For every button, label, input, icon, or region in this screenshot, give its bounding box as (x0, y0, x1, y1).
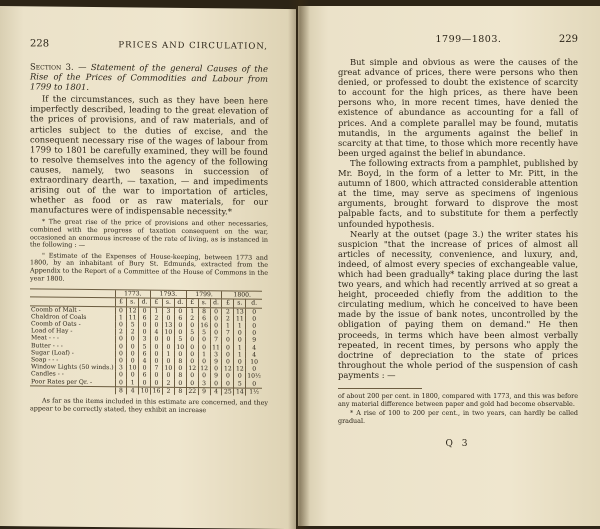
table-cell: 8 (174, 372, 186, 379)
table-cell: 5 (234, 380, 246, 388)
total-cell: 14 (234, 388, 246, 396)
table-cell: 0 (162, 358, 174, 365)
left-running-header (30, 38, 268, 51)
table-cell: 3 (115, 364, 127, 371)
table-cell: 0 (234, 337, 246, 344)
right-page-number: 229 (558, 34, 578, 45)
left-page-number: 228 (30, 38, 50, 50)
table-cell: 0 (222, 351, 234, 358)
table-cell: 0 (127, 336, 139, 343)
footnote-rule (338, 388, 422, 389)
table-cell: 1 (234, 351, 246, 358)
left-running-head: PRICES AND CIRCULATION, (118, 40, 268, 52)
table-cell: 9 (210, 358, 222, 365)
table-cell: 0 (139, 321, 151, 328)
table-cell: 10 (127, 365, 139, 372)
table-cell: 16 (198, 322, 210, 329)
row-item-label: Sugar (Loaf) - (31, 349, 74, 357)
table-cell: 2 (151, 314, 163, 321)
table-cell: 0 (246, 380, 262, 388)
table-cell: 0 (174, 365, 186, 372)
table-cell: 2 (127, 328, 139, 335)
table-cell: 0 (174, 307, 186, 315)
table-cell: 0 (115, 372, 127, 379)
table-cell: 12 (186, 365, 198, 372)
table-cell: 0 (151, 358, 163, 365)
table-cell: 7 (222, 329, 234, 336)
table-cell: 0 (234, 358, 246, 365)
row-item-label: Chaldron of Coals (31, 313, 87, 321)
table-cell: 0 (210, 322, 222, 329)
table-cell: 5 (198, 329, 210, 336)
table-cell: 0 (174, 379, 186, 387)
table-cell: 0 (115, 350, 127, 357)
row-item-label: Window Lights (50 winds.) (31, 363, 114, 372)
table-cell: 0 (174, 329, 186, 336)
unit-header: £ (115, 298, 127, 306)
unit-header: s. (234, 299, 246, 307)
table-cell: 0 (246, 308, 262, 316)
table-cell: 2 (222, 307, 234, 315)
table-cell: 0 (127, 357, 139, 364)
table-cell: 1 (234, 322, 246, 329)
row-item-label: Meat - - - (31, 334, 59, 342)
table-body (30, 305, 262, 395)
table-cell: 5 (174, 336, 186, 343)
row-item-label: Soap - - - (31, 356, 59, 364)
table-cell: 5 (139, 343, 151, 350)
table-cell: 2 (115, 328, 127, 335)
row-item-label: Butter - - - (31, 341, 63, 350)
left-paragraph-1: If the circumstances, such as they have been here imperfectly described, leading to the great elevation of the prices of provisions, and of raw materials, and of articles subject to the duties of excise, and the consequent necessary rise of the wages of labour from 1799 to 1801 be carefully examined, they will be found to resolve themselves into the agency of the following causes, namely, two seasons in succession of extraordinary dearth, — taxation, — and impediments arising out of the war to importation of articles, whether as food or as raw materials, for our manufactures were of indispensable necessity.* (30, 93, 268, 217)
table-cell: 0 (151, 350, 163, 357)
table-cell: 0 (222, 344, 234, 351)
table-cell: 1 (198, 351, 210, 358)
table-cell: 0 (222, 358, 234, 365)
right-page (298, 6, 600, 526)
table-cell: 0 (198, 336, 210, 343)
table-cell: 4 (139, 357, 151, 364)
left-footnote: * The great rise of the price of provisions and other necessaries, combined with the progress of taxation consequent on the war, occasioned an enormous increase of the rate of living, as is instanced in the following : — (30, 217, 268, 250)
table-cell: 0 (186, 336, 198, 343)
table-cell: 10 (174, 343, 186, 350)
right-paragraph-2: The following extracts from a pamphlet, published by Mr. Boyd, in the form of a letter to Mr. Pitt, in the autumn of 1800, which attracted considerable attention at the time, may serve as specimens of ingenious arguments, brought forward to disprove the most palpable facts, and to substitute for them a perfectly unfounded hypothesis. (338, 157, 578, 229)
table-cell: 0 (127, 343, 139, 350)
total-label-cell (30, 386, 115, 395)
table-cell: 1 (234, 344, 246, 351)
right-running-header (338, 34, 578, 45)
table-cell: 0 (151, 372, 163, 379)
total-cell: 8 (174, 387, 186, 395)
right-paragraph-3: Nearly at the outset (page 3.) the writer states his suspicion "that the increase of prices of almost all articles of necessity, convenience, and luxury, and, indeed, of almost every species of exchangeable value, which had been gradually* taking place during the last two years, and which had recently arrived at so great a height, proceeded chiefly from the addition to the circulating medium, which he conceived to have been made by the issue of bank notes, uncontrolled by the obligation of paying them on demand." He then proceeds, in terms which have been almost verbally repeated, in recent times, by persons who apply the doctrine of depreciation to the state of prices throughout the whole period of the suspension of cash payments : — (338, 228, 578, 380)
table-cell: 9 (246, 337, 262, 344)
table-cell: 3 (210, 351, 222, 358)
table-cell: 4 (151, 329, 163, 336)
total-cell: 10 (139, 387, 151, 395)
table-cell: 0 (210, 307, 222, 315)
table-cell: 0 (174, 322, 186, 329)
table-cell: 0 (222, 373, 234, 380)
table-cell: 0 (115, 336, 127, 343)
total-cell: 8 (115, 387, 127, 395)
table-cell: 1 (222, 322, 234, 329)
year-header: 1793. (151, 290, 187, 299)
table-cell: 11 (234, 315, 246, 322)
table-cell: 0 (151, 343, 163, 350)
table-cell: 0 (186, 358, 198, 365)
row-item-label: Candles - - (31, 370, 64, 379)
total-cell: 16 (151, 387, 163, 395)
right-footnote-continued: of about 200 per cent. in 1800, compared with 1773, and this was before any material difference between paper and gold had become observable. (338, 392, 578, 408)
table-cell: 10½ (247, 372, 261, 381)
table-cell: 5 (127, 321, 139, 328)
unit-header: s. (162, 299, 174, 307)
table-cell: 0 (222, 380, 234, 388)
table-cell: 2 (222, 315, 234, 322)
table-cell: 4 (246, 351, 262, 358)
year-header: 1800. (222, 291, 262, 300)
table-cell: 8 (198, 307, 210, 315)
table-cell: 6 (139, 372, 151, 379)
total-cell: 4 (210, 387, 222, 395)
total-cell: 4 (127, 387, 139, 395)
right-page-content (338, 34, 578, 449)
table-cell: 0 (210, 329, 222, 336)
unit-header: £ (222, 299, 234, 307)
table-cell: 0 (186, 380, 198, 388)
unit-header: d. (174, 299, 186, 307)
table-cell: 0 (210, 315, 222, 322)
table-cell: 3 (139, 336, 151, 343)
table-cell: 1 (162, 350, 174, 357)
right-footnote-star: * A rise of 100 to 200 per cent., in two years, can hardly be called gradual. (338, 409, 578, 425)
table-cell: 0 (186, 372, 198, 379)
table-cell: 13 (234, 308, 246, 316)
table-cell: 0 (139, 307, 151, 315)
left-page-content (30, 38, 268, 415)
table-cell: 7 (210, 337, 222, 344)
table-cell: 0 (246, 330, 262, 337)
estimate-caption: " Estimate of the Expenses of House-keeping, between 1773 and 1800, by an inhabitant of Bury St. Edmunds, extracted from the Appendix to the Report of a Committee of the House of Commons in the year 1800. (30, 251, 268, 283)
table-cell: 0 (151, 336, 163, 343)
table-cell: 13 (162, 322, 174, 329)
printer-signature: Q 3 (445, 439, 471, 450)
table-cell: 0 (162, 343, 174, 350)
table-cell: 12 (198, 365, 210, 372)
table-cell: 0 (115, 357, 127, 364)
table-cell: 0 (127, 372, 139, 379)
table-cell: 11 (210, 344, 222, 351)
table-cell: 0 (151, 379, 163, 387)
total-cell: 1½ (246, 388, 262, 396)
table-cell: 0 (198, 358, 210, 365)
housekeeping-expense-table (30, 288, 262, 395)
table-cell: 10 (246, 359, 262, 366)
unit-header: d. (246, 299, 262, 307)
table-cell: 0 (210, 380, 222, 388)
table-cell: 0 (162, 336, 174, 343)
table-cell: 8 (174, 358, 186, 365)
table-cell: 0 (115, 321, 127, 328)
row-item-label: Coomb of Malt - (31, 305, 81, 314)
table-cell: 0 (234, 373, 246, 380)
table-cell: 0 (186, 351, 198, 358)
row-item-label: Load of Hay - (31, 327, 73, 335)
table-cell: 0 (246, 366, 262, 373)
table-cell: 0 (115, 379, 127, 387)
table-cell: 12 (222, 366, 234, 373)
total-cell: 2 (162, 387, 174, 395)
table-cell: 0 (151, 322, 163, 329)
table-cell: 4 (246, 344, 262, 351)
table-cell: 0 (198, 344, 210, 351)
table-cell: 12 (234, 366, 246, 373)
table-cell: 0 (246, 323, 262, 330)
table-cell: 0 (234, 330, 246, 337)
table-cell: 2 (186, 315, 198, 322)
table-cell: 0 (139, 329, 151, 336)
table-cell: 6 (139, 314, 151, 321)
table-cell: 12 (127, 306, 139, 314)
table-cell: 0 (127, 350, 139, 357)
table-cell: 6 (198, 315, 210, 322)
table-cell: 0 (115, 343, 127, 350)
table-cell: 6 (139, 350, 151, 357)
table-cell: 0 (198, 372, 210, 379)
unit-header: s. (127, 298, 139, 306)
table-cell: 3 (162, 307, 174, 315)
table-cell: 2 (162, 379, 174, 387)
row-item-label: Poor Rates per Qr. - (31, 377, 93, 386)
table-cell: 0 (186, 344, 198, 351)
table-cell: 7 (151, 365, 163, 372)
right-running-head: 1799—1803. (435, 34, 502, 45)
table-cell: 0 (139, 365, 151, 372)
unit-header: s. (198, 299, 210, 307)
unit-header: £ (186, 299, 198, 307)
left-bottom-paragraph: As far as the items included in this estimate are concerned, and they appear to be correctly stated, they exhibit an increase (30, 396, 268, 414)
total-cell: 9 (198, 387, 210, 395)
table-cell: 11 (127, 314, 139, 321)
left-page (0, 6, 296, 529)
year-header: 1799. (186, 291, 222, 300)
right-paragraph-1: But simple and obvious as were the causes of the great advance of prices, there were persons who then denied, or professed to doubt the existence of scarcity to account for the high prices, as there have been persons who, in more recent times, have denied the existence of abundance as accounting for a fall of prices. And a complete parallel may be found, mutatis mutandis, in the arguments against the belief in scarcity at that time, to those which more recently have been urged against the belief in abundance. (338, 57, 578, 158)
section-heading (30, 61, 268, 94)
table-cell: 0 (162, 314, 174, 321)
row-item-label: Coomb of Oats - (31, 320, 81, 328)
year-header: 1773. (115, 290, 150, 299)
section-title: — Statement of the general Causes of the Rise of the Prices of Commodities and Labour from 1799 to 1801. (30, 61, 268, 93)
table-cell: 0 (174, 351, 186, 358)
table-cell: 10 (162, 329, 174, 336)
table-cell: 1 (186, 307, 198, 315)
section-label: Section 3. (30, 61, 74, 72)
table-cell: 1 (115, 314, 127, 321)
table-cell: 0 (222, 337, 234, 344)
unit-header: £ (151, 298, 163, 306)
table-cell: 0 (162, 372, 174, 379)
table-cell: 10 (162, 365, 174, 372)
unit-header: d. (139, 298, 151, 306)
table-cell: 1 (151, 307, 163, 315)
table-cell: 0 (139, 379, 151, 387)
unit-header: d. (210, 299, 222, 307)
table-cell: 6 (174, 315, 186, 322)
table-cell: 5 (186, 329, 198, 336)
table-cell: 1 (127, 379, 139, 387)
table-cell: 0 (115, 306, 127, 314)
table-cell: 9 (210, 373, 222, 380)
table-cell: 0 (186, 322, 198, 329)
total-cell: 25 (222, 388, 234, 396)
total-cell: 22 (186, 387, 198, 395)
table-cell: 3 (198, 380, 210, 388)
table-cell: 0 (246, 315, 262, 322)
table-cell: 0 (210, 365, 222, 372)
